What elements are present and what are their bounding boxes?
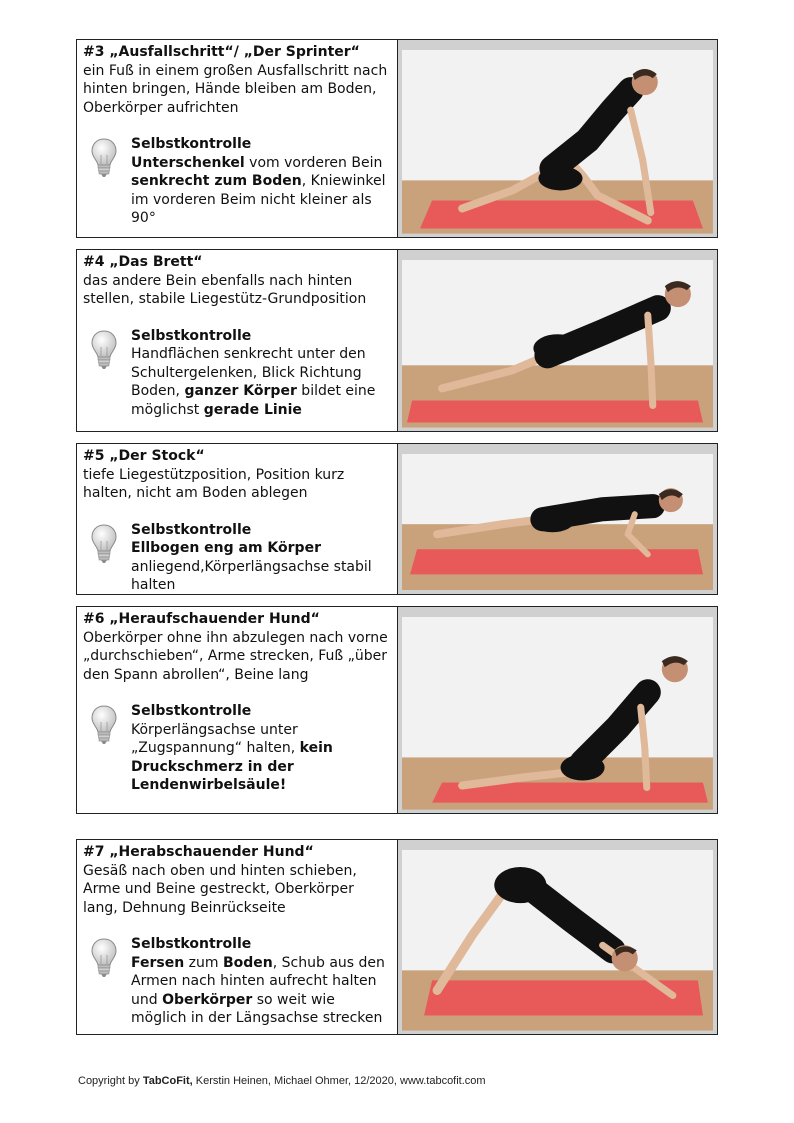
self-check bbox=[83, 521, 391, 595]
check-segment: anliegend,Körperlängsachse stabil halten bbox=[131, 558, 372, 593]
check-segment: Körperlängsachse unter „Zugspannung“ halten, bbox=[131, 721, 300, 756]
copyright-footer bbox=[78, 1075, 486, 1087]
check-segment: Handflächen senkrecht unter den Schultergelenken, Blick Richtung Boden, bbox=[131, 346, 366, 399]
card-text bbox=[77, 607, 398, 813]
exercise-card-4 bbox=[76, 249, 718, 432]
exercise-photo bbox=[398, 444, 717, 594]
exercise-title: #3 „Ausfallschritt“/ „Der Sprinter“ bbox=[83, 44, 360, 60]
check-segment: Boden bbox=[222, 954, 273, 971]
check-segment: so weit wie möglich in der Längsachse strecken bbox=[131, 991, 383, 1026]
exercise-title: #4 „Das Brett“ bbox=[83, 254, 203, 270]
self-check-text bbox=[131, 154, 391, 228]
footer-brand: TabCoFit, bbox=[142, 1075, 193, 1087]
exercise-card-5 bbox=[76, 443, 718, 595]
exercise-card-6 bbox=[76, 606, 718, 814]
exercise-title: #7 „Herabschauender Hund“ bbox=[83, 844, 314, 860]
self-check-label: Selbstkontrolle bbox=[131, 521, 252, 538]
plank-pose-illustration bbox=[402, 260, 713, 428]
card-text bbox=[77, 250, 398, 431]
card-text bbox=[77, 444, 398, 594]
stick-pose-illustration bbox=[402, 454, 713, 590]
check-segment: ganzer Körper bbox=[184, 383, 297, 399]
exercise-description: das andere Bein ebenfalls nach hinten stellen, stabile Liegestütz-Grundposition bbox=[83, 272, 367, 307]
self-check-text bbox=[131, 721, 391, 795]
check-segment: Oberkörper bbox=[162, 991, 253, 1008]
self-check-text bbox=[131, 539, 391, 595]
exercise-photo bbox=[398, 607, 717, 813]
check-segment: Unterschenkel bbox=[131, 154, 245, 171]
exercise-card-3 bbox=[76, 39, 718, 238]
exercise-photo bbox=[398, 40, 717, 237]
exercise-description: tiefe Liegestützposition, Position kurz halten, nicht am Boden ablegen bbox=[83, 466, 345, 501]
check-segment: bildet eine möglichst bbox=[131, 383, 376, 418]
lightbulb-icon bbox=[89, 329, 119, 373]
exercise-photo bbox=[398, 250, 717, 431]
exercise-title: #5 „Der Stock“ bbox=[83, 448, 205, 464]
card-text bbox=[77, 840, 398, 1034]
self-check bbox=[83, 935, 391, 1028]
lightbulb-icon bbox=[89, 937, 119, 981]
check-segment: Ellbogen eng am Körper bbox=[131, 540, 321, 556]
lightbulb-icon bbox=[89, 523, 119, 567]
check-segment: gerade Linie bbox=[203, 401, 302, 418]
exercise-title: #6 „Heraufschauender Hund“ bbox=[83, 611, 320, 627]
check-segment: , Kniewinkel im vorderen Beim nicht kleiner als 90° bbox=[131, 173, 386, 226]
check-segment: , Schub aus den Armen nach hinten aufrecht halten und bbox=[131, 954, 385, 1008]
exercise-card-7 bbox=[76, 839, 718, 1035]
check-segment: zum bbox=[184, 954, 223, 971]
self-check bbox=[83, 327, 391, 420]
lightbulb-icon bbox=[89, 137, 119, 181]
exercise-description: Oberkörper ohne ihn abzulegen nach vorne „durchschieben“, Arme strecken, Fuß „über den Spann abrollen“, Beine lang bbox=[83, 629, 388, 683]
lightbulb-icon bbox=[89, 704, 119, 748]
exercise-description: Gesäß nach oben und hinten schieben, Arme und Beine gestreckt, Oberkörper lang, Dehnung Beinrückseite bbox=[83, 862, 357, 916]
check-segment: vom vorderen Bein bbox=[244, 154, 383, 171]
downward-dog-pose-illustration bbox=[402, 850, 713, 1031]
exercise-photo bbox=[398, 840, 717, 1034]
footer-prefix: Copyright by bbox=[78, 1075, 143, 1087]
self-check-label: Selbstkontrolle bbox=[131, 703, 252, 719]
self-check bbox=[83, 135, 391, 228]
self-check-label: Selbstkontrolle bbox=[131, 936, 252, 952]
check-segment: Fersen bbox=[131, 954, 185, 971]
check-segment: kein Druckschmerz in der Lendenwirbelsäule! bbox=[131, 740, 333, 793]
self-check-text bbox=[131, 954, 391, 1028]
card-text bbox=[77, 40, 398, 237]
exercise-description: ein Fuß in einem großen Ausfallschritt nach hinten bringen, Hände bleiben am Boden, Oberkörper aufrichten bbox=[83, 62, 388, 116]
sprinter-pose-illustration bbox=[402, 50, 713, 234]
self-check bbox=[83, 702, 391, 795]
self-check-label: Selbstkontrolle bbox=[131, 136, 252, 152]
check-segment: senkrecht zum Boden bbox=[131, 173, 302, 189]
self-check-text bbox=[131, 345, 391, 419]
upward-dog-pose-illustration bbox=[402, 617, 713, 810]
footer-rest: Kerstin Heinen, Michael Ohmer, 12/2020, www.tabcofit.com bbox=[192, 1075, 486, 1087]
self-check-label: Selbstkontrolle bbox=[131, 327, 252, 344]
